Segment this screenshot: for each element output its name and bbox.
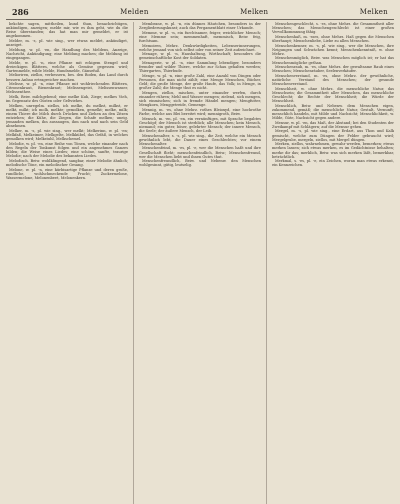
entry-paragraph: Menschenfreundlich, Beiw. und Nebenw. den Menschen wohlgesinnt, gütig, leutselig.	[139, 159, 261, 168]
header-rule	[6, 19, 394, 20]
entry-paragraph: Melde, w. pl. -n, eine Pflanze mit eckigem Stengel und dreieckigen Blättern, welche als Gemüse gegessen wird; Gartenmelde, wilde Melde, Hundsmelde, Gänsefuß.	[6, 60, 128, 73]
headword-center: Melken	[240, 8, 269, 16]
entry-paragraph: Melisse, w. pl. -n, eine Pflanze mit wohlriechenden Blättern, Citronenkraut, Bienenkraut; Melissengeist, Melissenwasser, Melissenthee.	[6, 82, 128, 95]
column-left	[6, 22, 128, 504]
entry-paragraph: Menschenmöglich, Beiw. was Menschen möglich ist; er hat das Menschenmögliche gethan.	[272, 56, 394, 65]
entry-paragraph: Meldung, w. pl. -en, die Handlung des Meldens, Anzeige, Nachricht, Ankündigung; eine Meldung machen; die Meldung ist eingegangen.	[6, 47, 128, 61]
headword-right: Melken	[359, 8, 388, 16]
entry-paragraph: Memme, w. pl. -n, ein furchtsamer, feiger, weichlicher Mensch; eine Memme sein; memmenhaft, memmisch, Beiw. feig, furchtsam.	[139, 30, 261, 44]
entry-paragraph: Menschenalter, s. -s, pl. wie sing., die Zeit, welche ein Mensch gewöhnlich lebt, die Dauer eines Geschlechtes; vor einem Menschenalter.	[139, 133, 261, 146]
entry-paragraph: Menschlich, Beiw. und Nebenw. dem Menschen eigen, zukommend, gemäß; die menschliche Natur, Gestalt, Vernunft; menschlich handeln, mit Milde und Nachsicht; Menschlichkeit, w. Milde, Güte, Nachsicht gegen andere.	[272, 103, 394, 121]
entry-paragraph: Mensch, m. -en, pl. -en, ein vernünftiges, mit Sprache begabtes Geschöpf; der Mensch ist sterblich; alle Menschen; kein Mensch, niemand; ein guter, böser, gelehrter Mensch; der innere Mensch, die Seele; der äußere Mensch, der Leib.	[139, 116, 261, 134]
entry-paragraph: Menagerie, w. pl. -n, eine Sammlung lebendiger, besonders fremder und wilder Thiere, welche zur Schau gehalten werden; Thiergarten, Thierbude.	[139, 60, 261, 74]
page-number: 286	[12, 7, 29, 17]
entry-paragraph: Melken, unregelm. ziellos, ich melke, du melkst, milkst, er melkt, milkt; ich molk, melkte; gemolken, gemelkt; melke, milk; einem Thiere die Milch durch Drücken und Ziehen an den Zitzen entziehen; die Kühe, die Ziegen, die Schafe melken; uneig. jemanden melken, ihn aussaugen, ihm nach und nach sein Geld abnehmen.	[6, 103, 128, 129]
entry-paragraph: Menschenkenner, m. -s, pl. wie sing., wer die Menschen, ihre Neigungen und Schwächen kennt; Menschenkenntniß, w. ohne Mehrz.	[272, 43, 394, 56]
entry-paragraph: Mennig, m. -es, ohne Mehrz. rothes Bleioxyd, eine hochrothe Farbe, welche aus Blei bereitet wird; mennigroth, Beiw.	[139, 107, 261, 117]
entry-paragraph: Merken, ziellos, wahrnehmen, gewahr werden, bemerken; etwas merken lassen; sich etwas merken, es im Gedächtnisse behalten; merke dir das; merklich, Beiw. was sich merken läßt, bemerkbar, beträchtlich.	[272, 142, 394, 159]
entry-paragraph: Mengen, ziellos, mischen, unter einander werfen, durch einander rühren; Mehl und Wasser mengen; zielend, sich mengen, sich einmischen; sich in fremde Händel mengen; Mengfutter, Mengkorn, Menggetreide, Gemenge.	[139, 90, 261, 108]
column-middle	[139, 22, 261, 504]
entry-paragraph: Membrane, w. pl. -n, ein dünnes Häutchen, besonders in der Zergliederungskunst; auch das Pergamentblatt einer Urkunde.	[139, 22, 261, 31]
entry-paragraph: Merkmal, s. -es, pl. -e, ein Zeichen, woran man etwas erkennt, ein Kennzeichen.	[272, 159, 394, 168]
entry-paragraph: Menschenfeind, m. -es, pl. -e, wer die Menschen haßt und ihre Gesellschaft flieht; menschenfeindlich, Beiw.; Menschenfreund, wer die Menschen liebt und ihnen Gutes thut.	[139, 146, 261, 159]
entry-paragraph: Mergel, m. -s, pl. wie sing., eine Erdart, aus Thon und Kalk gemischt, welche zum Düngen der Felder gebraucht wird; Mergelgrube, mergeln, ziellos, mit Mergel düngen.	[272, 129, 394, 142]
entry-paragraph: bekchte sagen, mittheilen, kund thun, benachrichtigen, ankündigen, anzeigen; melde mir, wie es ihm geht, wie du die Reise überstanden; das hat man mir gemeldet, er ist angekommen.	[6, 22, 128, 39]
entry-paragraph: Melone, w. pl. -n, eine kürbisartige Pflanze und deren große, rundliche, wohlschmeckende Frucht; Zuckermelone, Wassermelone, Melonenbeet, Melonenkern.	[6, 167, 128, 180]
entry-paragraph: Melker, m. -s, pl. wie sing., wer melkt; Melkerinn, w. pl. -en; Melkfaß, Melkeimer, Melkgelte, Melkkübel, das Gefäß, in welches gemolken wird; Melkstuhl, Melkschemel.	[6, 129, 128, 142]
entry-paragraph: Melodie, w. pl. -en, eine Reihe von Tönen, welche einander nach den Regeln der Tonkunst folgen und ein angenehmes Ganzes bilden; die Weise eines Liedes; eine schöne, sanfte, traurige Melodie; nach der Melodie des bekannten Liedes.	[6, 141, 128, 159]
entry-paragraph: Memoiren, Mehrz. Denkwürdigkeiten, Lebenserinnerungen, welche jemand von sich selbst oder von seiner Zeit aufzeichnet.	[139, 43, 261, 52]
column-divider	[266, 22, 267, 504]
entry-paragraph: Menschenraub, m. -es, ohne Mehrz. der gewaltsame Raub eines Menschen; Menschenräuber, Seelenverkäufer.	[272, 65, 394, 74]
page-header	[6, 6, 394, 18]
entry-paragraph: Menage, w. pl. -n, Haushaltung, Wirthschaft; besonders die gemeinschaftliche Kost der Soldaten.	[139, 52, 261, 61]
entry-paragraph: Menschenverstand, m. -es, ohne Mehrz. der gewöhnliche, natürliche Verstand des Menschen; der gesunde Menschenverstand.	[272, 73, 394, 87]
text-columns	[6, 22, 394, 504]
entry-paragraph: Melioriren, ziellos, verbessern, bes. den Boden, das Land durch bessern Anbau ertragreicher machen.	[6, 73, 128, 82]
entry-paragraph: Menschheit, w. ohne Mehrz. die menschliche Natur, das Menschsein; die Gesammtheit aller Menschen, das menschliche Geschlecht; die Rechte der Menschheit; die Würde der Menschheit.	[272, 86, 394, 104]
entry-paragraph: Menschenhaß, m. -sses, ohne Mehrz. Haß gegen die Menschen überhaupt; Menschenliebe, Liebe zu allen Menschen.	[272, 34, 394, 44]
entry-paragraph: Menge, w. pl. -n, eine große Zahl, eine Anzahl von Dingen oder Personen, die man nicht zählt; eine Menge Menschen, Bücher, Geld; die große Menge, der große Haufe, das Volk; in Menge, in großer Zahl; die Menge thut es nicht.	[139, 73, 261, 91]
entry-paragraph: Menschengeschlecht, s. -es, ohne Mehrz. die Gesammtheit aller Menschen; das Menschengeschlecht ist einer großen Vervollkommnung fähig.	[272, 22, 394, 35]
entry-paragraph: Melder, m. -s, pl. wie sing., wer etwas meldet, ankündiget, anzeiget.	[6, 39, 128, 48]
column-right	[272, 22, 394, 504]
entry-paragraph: Melodisch, Beiw. wohlklingend, sangbar, einer Melodie ähnlich; melodische Töne, ein melodischer Gesang.	[6, 158, 128, 168]
entry-paragraph: Melk, Beiw. milchgebend; eine melke Kuh, Ziege; melkes Vieh, im Gegensatz des Güsten oder Geltviehes.	[6, 95, 128, 104]
column-divider	[133, 22, 134, 504]
headword-left: Melden	[120, 8, 149, 16]
entry-paragraph: Mensur, w. pl. -en, das Maß, der Abstand; bei den Studenten der Zweikampf mit Schlägern; auf die Mensur gehen.	[272, 120, 394, 129]
